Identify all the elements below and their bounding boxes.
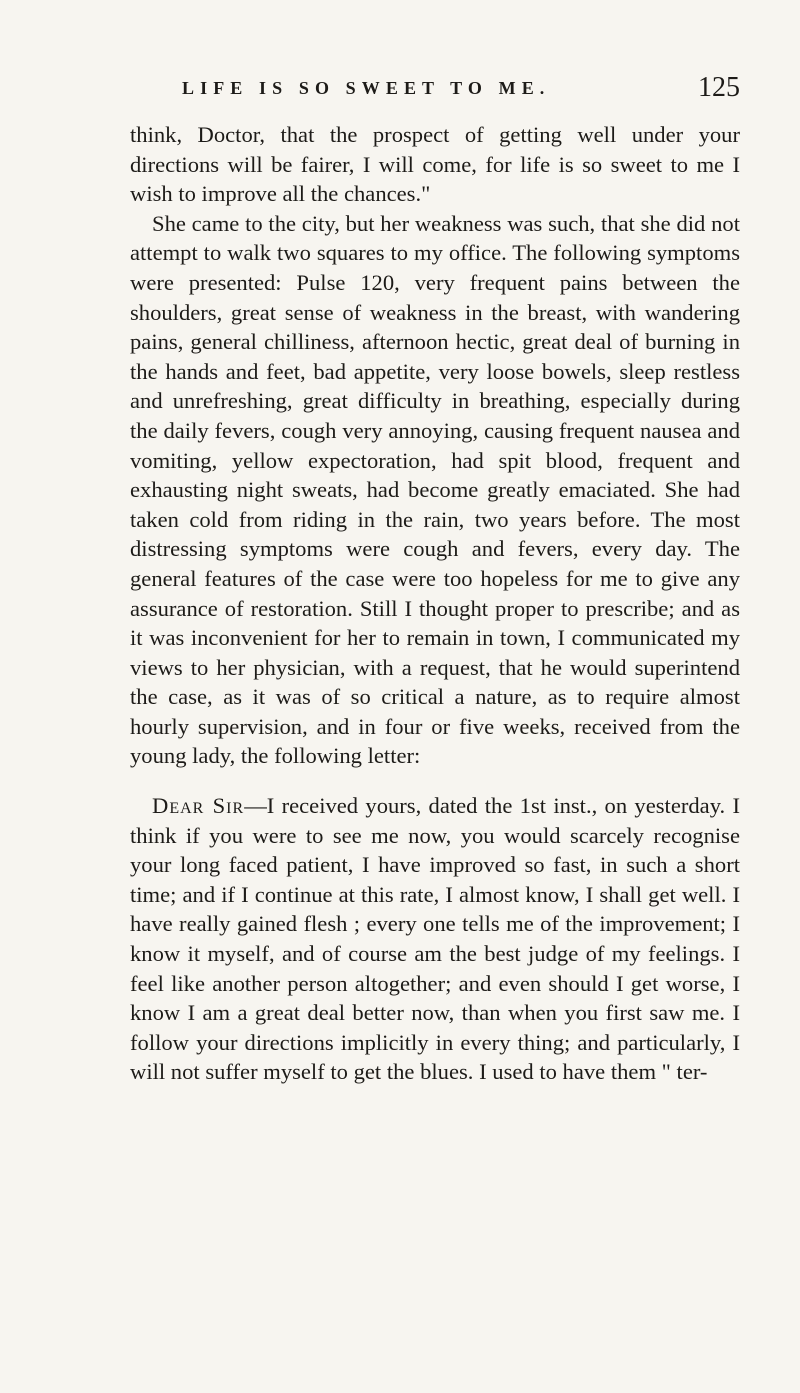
paragraph-continuation: think, Doctor, that the prospect of getting well under your directions will be fairer, I will come, for life is so sweet to me I wish to improve all the chances." xyxy=(130,122,740,207)
body-text xyxy=(130,120,740,1087)
page-number: 125 xyxy=(698,72,740,103)
letter-salutation: Dear Sir xyxy=(152,793,245,819)
letter-paragraph xyxy=(130,791,740,1087)
letter-text: —I received yours, dated the 1st inst., on yesterday. I think if you were to see me now, you would scarcely recognise your long faced patient, I have improved so fast, in such a short time; and if I continue at this rate, I almost know, I shall get well. I have really gained flesh ; every one tells me of the improvement; I know it myself, and of course am the best judge of my feelings. I feel like another person altogether; and even should I get worse, I know I am a great deal better now, than when you first saw me. I follow your directions implicitly in every thing; and particularly, I will not suffer myself to get the blues. I used to have them " ter- xyxy=(130,793,741,1085)
paragraph-case-description: She came to the city, but her weakness was such, that she did not attempt to walk two squares to my office. The following symptoms were presented: Pulse 120, very frequent pains between the shoulders, great sense of weakness in the breast, with wandering pains, general chilliness, afternoon hectic, great deal of burning in the hands and feet, bad appetite, very loose bowels, sleep restless and unrefreshing, great difficulty in breathing, especially during the daily fevers, cough very annoying, causing frequent nausea and vomiting, yellow expectoration, had spit blood, frequent and exhausting night sweats, had become greatly emaciated. She had taken cold from riding in the rain, two years before. The most distressing symptoms were cough and fevers, every day. The general features of the case were too hopeless for me to give any assurance of restoration. Still I thought proper to prescribe; and as it was inconvenient for her to remain in town, I communicated my views to her physician, with a request, that he would superintend the case, as it was of so critical a nature, as to require almost hourly supervision, and in four or five weeks, received from the young lady, the following letter: xyxy=(130,210,740,769)
running-title: LIFE IS SO SWEET TO ME. xyxy=(182,78,551,98)
running-head xyxy=(170,72,740,108)
